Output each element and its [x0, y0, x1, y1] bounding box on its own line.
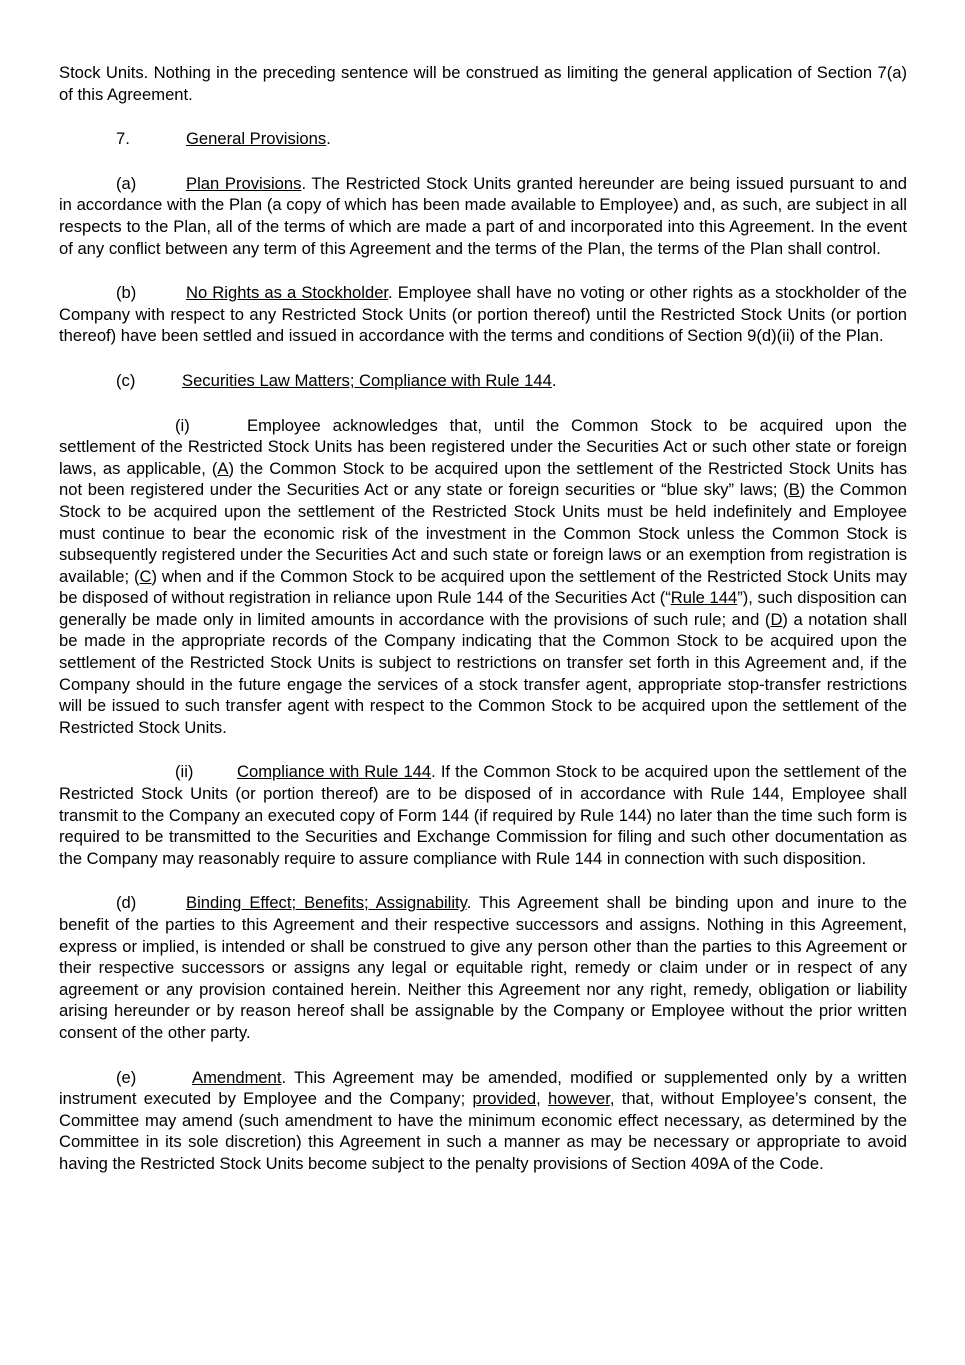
intro-paragraph — [59, 62, 907, 105]
section-7-heading: 7. General Provisions. — [116, 129, 331, 149]
rule-144-term: Rule 144 — [670, 588, 738, 608]
paragraph-c: (c) Securities Law Matters; Compliance with Rule 144. — [116, 370, 557, 390]
section-7-title: General Provisions — [186, 129, 327, 149]
paragraph-c-label: (c) — [116, 370, 136, 390]
paragraph-b — [59, 282, 907, 347]
paragraph-e-heading: Amendment — [192, 1067, 282, 1087]
intro-text: Stock Units. Nothing in the preceding sentence will be construed as limiting the general application of Section 7(a) of this Agreement. — [59, 63, 907, 104]
paragraph-c-ii-heading: Compliance with Rule 144 — [237, 762, 432, 782]
paragraph-a-heading: Plan Provisions — [186, 173, 302, 193]
paragraph-c-ii — [59, 761, 907, 869]
paragraph-a — [59, 173, 907, 259]
paragraph-d-heading: Binding Effect; Benefits; Assignability — [186, 893, 467, 913]
paragraph-d-label: (d) — [116, 893, 137, 913]
paragraph-b-heading: No Rights as a Stockholder — [186, 283, 389, 303]
paragraph-e-label: (e) — [116, 1067, 137, 1087]
paragraph-d-text: . This Agreement shall be binding upon and inure to the benefit of the parties to this Agreement and their respective successors and assigns. Nothing in this Agreement, express or implied, is intended or shall be construed to give any person other than the parties to this Agreement or their respective successors or assigns any legal or equitable right, remedy or claim under or in respect of any agreement or any provision contained herein. Neither this Agreement nor any right, remedy, obligation or liability arising hereunder or by reason hereof shall be assignable by the Company or Employee without the prior written consent of the other party. — [59, 893, 907, 1042]
paragraph-b-label: (b) — [116, 283, 137, 303]
paragraph-c-i: (i) Employee acknowledges that, until the Common Stock to be acquired upon the settlement of the Restricted Stock Units has been registered under the Securities Act or such other state or foreign laws, as applicable, (A) the Common Stock to be acquired upon the settlement of the Restricted Stock Units has not been registered under the Securities Act or any state or foreign securities or “blue sky” laws; (B) the Common Stock to be acquired upon the settlement of the Restricted Stock Units must be held indefinitely and Employee must continue to bear the economic risk of the investment in the Common Stock unless the Common Stock is subsequently registered under the Securities Act and such state or foreign laws or an exemption from registration is available; (C) when and if the Common Stock to be acquired upon the settlement of the Restricted Stock Units may be disposed of without registration in reliance upon Rule 144 of the Securities Act (“Rule 144”), such disposition can generally be made only in limited amounts in accordance with the provisions of such rule; and (D) a notation shall be made in the appropriate records of the Company indicating that the Common Stock to be acquired upon the settlement of the Restricted Stock Units is subject to restrictions on transfer set forth in this Agreement and, if the Company should in the future engage the services of a stock transfer agent, appropriate stop-transfer restrictions will be issued to such transfer agent with respect to the Common Stock to be acquired upon the settlement of the Restricted Stock Units. — [59, 415, 908, 737]
paragraph-a-text: . The Restricted Stock Units granted hereunder are being issued pursuant to and in accordance with the Plan (a copy of which has been made available to Employee) and, as such, are subject in all respects to the Plan, all of the terms of which are made a part of and incorporated into this Agreement. In the event of any conflict between any term of this Agreement and the terms of the Plan, the terms of the Plan shall control. — [59, 173, 907, 258]
document-page — [59, 62, 907, 1198]
paragraph-d — [59, 892, 907, 1043]
section-7-number: 7. — [116, 129, 130, 149]
paragraph-e: (e) Amendment. This Agreement may be amended, modified or supplemented only by a written instrument executed by Employee and the Company; provided, however, that, without Employee’s consent, the Committee may amend (such amendment to have the minimum economic effect necessary, as determined by the Committee in its sole discretion) this Agreement in such a manner as may be necessary or appropriate to avoid having the Restricted Stock Units become subject to the penalty provisions of Section 409A of the Code. — [59, 1067, 907, 1173]
paragraph-c-ii-text: . If the Common Stock to be acquired upon the settlement of the Restricted Stock Units (or portion thereof) are to be disposed of in accordance with Rule 144, Employee shall transmit to the Company an executed copy of Form 144 (if required by Rule 144) no later than the time such form is required to be transmitted to the Securities and Exchange Commission for filing and such other documentation as the Company may reasonably require to assure compliance with Rule 144 in connection with such disposition. — [59, 762, 907, 868]
paragraph-a-label: (a) — [116, 173, 137, 193]
paragraph-c-i-label: (i) — [175, 415, 190, 435]
paragraph-b-text: . Employee shall have no voting or other rights as a stockholder of the Company with respect to any Restricted Stock Units (or portion thereof) until the Restricted Stock Units (or portion thereof) have been settled and issued in accordance with the terms and conditions of Section 9(d)(ii) of the Plan. — [59, 283, 908, 346]
paragraph-c-heading: Securities Law Matters; Compliance with Rule 144 — [182, 370, 552, 390]
paragraph-c-ii-label: (ii) — [175, 762, 194, 782]
